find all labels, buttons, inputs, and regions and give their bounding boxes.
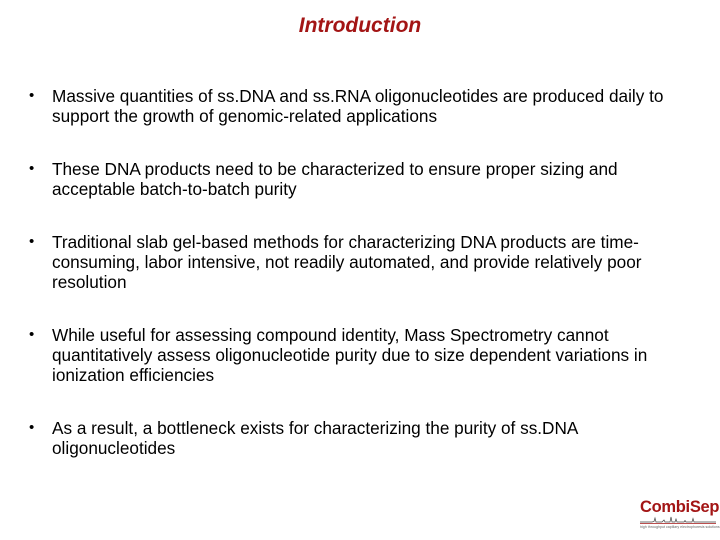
bullet-dot-icon: •	[29, 87, 35, 104]
bullet-item	[28, 232, 698, 292]
combisep-logo	[640, 498, 720, 536]
bullet-text: While useful for assessing compound identity, Mass Spectrometry cannot quantitatively assess oligonucleotide purity due to size dependent variations in ionization efficiencies	[52, 325, 648, 385]
bullet-text: Massive quantities of ss.DNA and ss.RNA oligonucleotides are produced daily to support the growth of genomic-related applications	[52, 86, 664, 126]
bullet-text: As a result, a bottleneck exists for characterizing the purity of ss.DNA oligonucleotides	[52, 418, 578, 458]
bullet-text: Traditional slab gel-based methods for characterizing DNA products are time-consuming, labor intensive, not readily automated, and provide relatively poor resolution	[52, 232, 642, 292]
slide-title: Introduction	[298, 14, 422, 37]
bullet-dot-icon: •	[29, 419, 35, 436]
bullet-list	[28, 86, 698, 458]
bullet-item	[28, 418, 698, 458]
bullet-dot-icon: •	[29, 326, 35, 343]
logo-wordmark: CombiSep	[640, 498, 720, 516]
bullet-dot-icon: •	[29, 160, 35, 177]
bullet-text: These DNA products need to be characterized to ensure proper sizing and acceptable batch-to-batch purity	[52, 159, 618, 199]
logo-tagline: high throughput capillary electrophoresis solutions	[640, 525, 720, 529]
bullet-dot-icon: •	[29, 233, 35, 250]
bullet-item	[28, 325, 698, 385]
bullet-item	[28, 86, 698, 126]
bullet-item	[28, 159, 698, 199]
electropherogram-trace-icon	[640, 516, 716, 525]
